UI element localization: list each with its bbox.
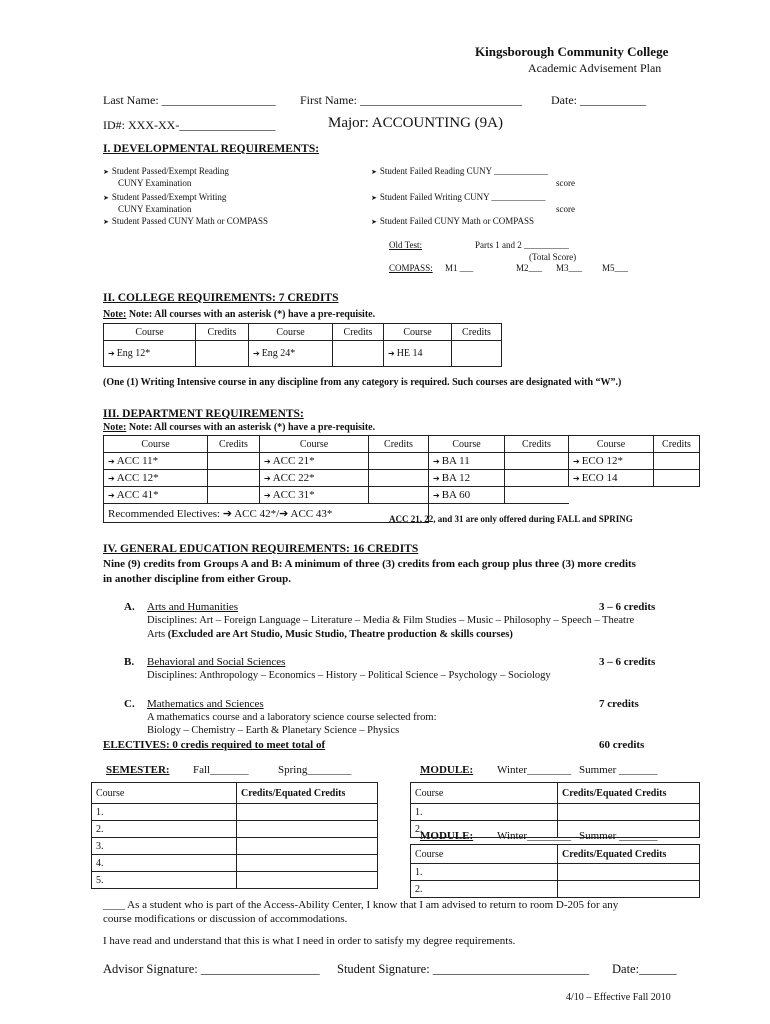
table-row[interactable]: 1. <box>411 804 558 821</box>
group-a-label: A. <box>124 601 135 613</box>
col-header: Credits <box>333 324 384 341</box>
passed-reading: ➤ Student Passed/Exempt Reading <box>103 166 229 176</box>
course-cell: ➔ ECO 14 <box>569 470 654 487</box>
empty-cell <box>654 487 700 504</box>
effective-date: 4/10 – Effective Fall 2010 <box>566 992 671 1003</box>
writing-intensive-note: (One (1) Writing Intensive course in any discipline from any category is required. Such courses are designated with “W”.) <box>103 377 622 388</box>
passed-writing-exam: CUNY Examination <box>118 204 192 214</box>
student-signature[interactable]: Student Signature: _________________________ <box>337 962 590 976</box>
course-cell: ➔ ACC 41* <box>104 487 208 504</box>
passed-math: ➤ Student Passed CUNY Math or COMPASS <box>103 216 268 226</box>
section-3-note: Note: Note: All courses with an asterisk (*) have a pre-requisite. <box>103 422 376 433</box>
col-header: Course <box>260 436 369 453</box>
col-header: Course <box>411 845 558 864</box>
m3-field[interactable]: M3___ <box>556 263 583 273</box>
module-label: MODULE: <box>420 764 474 776</box>
access-ability-note[interactable]: ____ As a student who is part of the Access-Ability Center, I know that I am advised to return to room D-205 for any <box>103 899 619 911</box>
parts-field[interactable]: Parts 1 and 2 __________ <box>475 240 569 250</box>
credits-cell[interactable] <box>558 881 700 898</box>
section-2-heading: II. COLLEGE REQUIREMENTS: 7 CREDITS <box>103 292 339 304</box>
col-header: Credits <box>452 324 502 341</box>
gen-ed-intro-2: in another discipline from either Group. <box>103 573 292 585</box>
credits-cell[interactable] <box>196 341 249 367</box>
table-row[interactable]: 1. <box>411 864 558 881</box>
credits-cell[interactable] <box>208 470 260 487</box>
col-header: Credits <box>654 436 700 453</box>
course-cell: ➔ BA 11 <box>429 453 505 470</box>
credits-cell[interactable] <box>208 453 260 470</box>
access-ability-note-2: course modifications or discussion of accommodations. <box>103 913 348 925</box>
last-name-field[interactable]: Last Name: ___________________ <box>103 93 276 107</box>
col-header: Course <box>249 324 333 341</box>
col-header: Course <box>104 436 208 453</box>
credits-cell[interactable] <box>333 341 384 367</box>
department-requirements-table <box>103 435 700 523</box>
passed-reading-exam: CUNY Examination <box>118 178 192 188</box>
empty-cell <box>569 487 654 504</box>
total-score-label: (Total Score) <box>529 252 577 262</box>
failed-math: ➤ Student Failed CUNY Math or COMPASS <box>371 216 534 226</box>
major-label: Major: ACCOUNTING (9A) <box>328 115 503 131</box>
credits-cell[interactable] <box>369 453 429 470</box>
section-4-heading: IV. GENERAL EDUCATION REQUIREMENTS: 16 CREDITS <box>103 543 419 555</box>
winter-field[interactable]: Winter________ <box>497 830 572 842</box>
semester-table <box>91 782 378 889</box>
credits-cell[interactable] <box>208 487 260 504</box>
electives-label: ELECTIVES: 0 credis required to meet total of <box>103 739 326 751</box>
failed-writing: ➤ Student Failed Writing CUNY ____________ <box>371 192 546 202</box>
advisor-signature[interactable]: Advisor Signature: ___________________ <box>103 962 320 976</box>
course-cell: ➔ BA 60 <box>429 487 505 504</box>
col-header: Credits <box>196 324 249 341</box>
group-a-title: Arts and Humanities <box>147 601 239 613</box>
table-row[interactable]: 3. <box>92 838 237 855</box>
recommended-electives: Recommended Electives: ➔ ACC 42*/➔ ACC 43* <box>104 504 429 523</box>
passed-writing: ➤ Student Passed/Exempt Writing <box>103 192 226 202</box>
summer-field[interactable]: Summer _______ <box>579 764 658 776</box>
semester-label: SEMESTER: <box>106 764 170 776</box>
college-name: Kingsborough Community College <box>475 44 669 59</box>
group-c-disciplines: Biology – Chemistry – Earth & Planetary Science – Physics <box>147 725 400 736</box>
group-c-title: Mathematics and Sciences <box>147 698 264 710</box>
m2-field[interactable]: M2___ <box>516 263 543 273</box>
credits-cell[interactable] <box>505 453 569 470</box>
course-cell: ➔ ACC 12* <box>104 470 208 487</box>
group-b-credits: 3 – 6 credits <box>599 656 656 668</box>
agreement-statement: I have read and understand that this is what I need in order to satisfy my degree requirements. <box>103 935 516 947</box>
summer-field[interactable]: Summer _______ <box>579 830 658 842</box>
failed-reading: ➤ Student Failed Reading CUNY ____________ <box>371 166 548 176</box>
table-row[interactable]: 5. <box>92 872 237 889</box>
credits-cell[interactable] <box>505 470 569 487</box>
first-name-field[interactable]: First Name: ___________________________ <box>300 93 522 107</box>
course-cell: ➔ BA 12 <box>429 470 505 487</box>
gen-ed-intro: Nine (9) credits from Groups A and B: A minimum of three (3) credits from each group plus three (3) more credits <box>103 558 636 570</box>
section-2-note: Note: Note: All courses with an asterisk (*) have a pre-requisite. <box>103 309 376 320</box>
col-header: Credits <box>208 436 260 453</box>
col-header: Course <box>384 324 452 341</box>
group-a-disciplines-2: Arts (Excluded are Art Studio, Music Studio, Theatre production & skills courses) <box>147 629 513 640</box>
group-b-label: B. <box>124 656 135 668</box>
signature-date[interactable]: Date:______ <box>612 962 677 976</box>
fall-field[interactable]: Fall_______ <box>193 764 249 776</box>
m1-field[interactable]: M1 ___ <box>445 263 474 273</box>
id-field[interactable]: ID#: XXX-XX-________________ <box>103 118 276 132</box>
group-c-label: C. <box>124 698 135 710</box>
credits-cell[interactable] <box>654 453 700 470</box>
module-label: MODULE: <box>420 830 474 842</box>
offered-note: ACC 21, 22, and 31 are only offered during FALL and SPRING <box>389 514 633 524</box>
group-b-title: Behavioral and Social Sciences <box>147 656 286 668</box>
col-header: Credits/Equated Credits <box>558 845 700 864</box>
course-cell: ➔ Eng 24* <box>249 341 333 367</box>
electives-credits: 60 credits <box>599 739 645 751</box>
college-requirements-table <box>103 323 502 367</box>
col-header: Course <box>429 436 505 453</box>
old-test-label: Old Test: <box>389 240 422 250</box>
credits-cell[interactable] <box>237 872 378 889</box>
credits-cell[interactable] <box>237 838 378 855</box>
table-row[interactable]: 2. <box>92 821 237 838</box>
credits-cell[interactable] <box>369 487 429 504</box>
credits-cell[interactable] <box>654 470 700 487</box>
credits-cell[interactable] <box>558 804 700 821</box>
group-c-credits: 7 credits <box>599 698 639 710</box>
col-header: Credits <box>369 436 429 453</box>
module-2-table <box>410 844 700 898</box>
course-cell: ➔ HE 14 <box>384 341 452 367</box>
course-cell: ➔ ACC 31* <box>260 487 369 504</box>
table-row[interactable]: 2. <box>411 881 558 898</box>
group-b-disciplines: Disciplines: Anthropology – Economics – History – Political Science – Psychology – Sociology <box>147 670 551 681</box>
credits-cell[interactable] <box>505 487 569 504</box>
course-cell: ➔ ECO 12* <box>569 453 654 470</box>
col-header: Course <box>411 783 558 804</box>
compass-label: COMPASS: <box>389 263 433 273</box>
section-3-heading: III. DEPARTMENT REQUIREMENTS: <box>103 408 304 420</box>
credits-cell[interactable] <box>237 821 378 838</box>
col-header: Credits/Equated Credits <box>558 783 700 804</box>
table-row[interactable]: 4. <box>92 855 237 872</box>
group-c-desc: A mathematics course and a laboratory science course selected from: <box>147 712 437 723</box>
course-cell: ➔ ACC 22* <box>260 470 369 487</box>
group-a-credits: 3 – 6 credits <box>599 601 656 613</box>
date-field[interactable]: Date: ___________ <box>551 93 646 107</box>
winter-field[interactable]: Winter________ <box>497 764 572 776</box>
col-header: Course <box>104 324 196 341</box>
credits-cell[interactable] <box>237 855 378 872</box>
failed-writing-score: score <box>556 204 575 214</box>
col-header: Course <box>569 436 654 453</box>
course-cell: ➔ ACC 11* <box>104 453 208 470</box>
credits-cell[interactable] <box>558 864 700 881</box>
col-header: Credits/Equated Credits <box>237 783 378 804</box>
failed-reading-score: score <box>556 178 575 188</box>
m5-field[interactable]: M5___ <box>602 263 629 273</box>
table-row[interactable]: 2. <box>411 821 558 838</box>
credits-cell[interactable] <box>452 341 502 367</box>
document-title: Academic Advisement Plan <box>528 61 662 75</box>
group-a-disciplines: Disciplines: Art – Foreign Language – Literature – Media & Film Studies – Music – Philosophy – Speech – Theatre <box>147 615 635 626</box>
table-row[interactable]: 1. <box>92 804 237 821</box>
course-cell: ➔ Eng 12* <box>104 341 196 367</box>
spring-field[interactable]: Spring________ <box>278 764 352 776</box>
section-1-heading: I. DEVELOPMENTAL REQUIREMENTS: <box>103 143 320 155</box>
credits-cell[interactable] <box>369 470 429 487</box>
col-header: Course <box>92 783 237 804</box>
credits-cell[interactable] <box>237 804 378 821</box>
col-header: Credits <box>505 436 569 453</box>
course-cell: ➔ ACC 21* <box>260 453 369 470</box>
